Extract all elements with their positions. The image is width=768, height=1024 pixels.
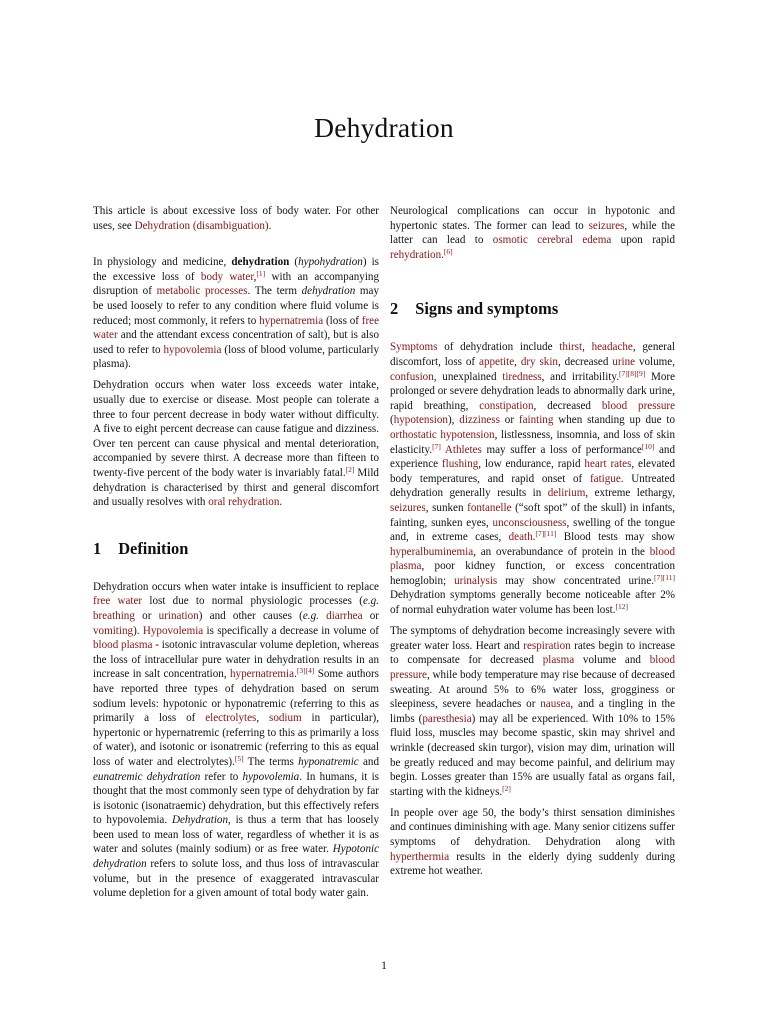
link-dizziness[interactable]: dizziness [459,414,500,427]
text: refers to solute loss, and thus loss of intravascular volume, but in the presence of exaggerated intravascular volume depletion for a given amount of total body water gain. [93,858,379,900]
citation[interactable]: [2] [345,465,355,474]
link-hyperalbuminemia[interactable]: hyperalbuminemia [390,545,474,558]
link-fainting[interactable]: fainting [518,414,554,427]
link-thirst[interactable]: thirst [559,341,583,354]
text: In physiology and medicine, [93,256,232,269]
text: (loss of [323,314,362,327]
link-heart-rates[interactable]: heart rates [584,458,632,471]
text: may show concentrated urine. [497,574,655,587]
link-nausea[interactable]: nausea [540,698,571,711]
text: The symptoms of dehydration become increasingly severe with greater water loss. Heart and [390,625,675,652]
severity-paragraph [390,624,675,799]
text: ). [133,624,143,637]
text: may suffer a loss of performance [481,443,642,456]
text: ) is the excessive loss of [93,256,379,283]
link-dehydration-disambiguation[interactable]: Dehydration (disambiguation) [134,219,269,232]
text: The terms [243,755,299,768]
intro-paragraph-2 [93,378,379,509]
term-hypohydration: hypohydration [298,256,363,269]
term-dehydration: dehydration [301,285,356,298]
abbr: e.g. [362,595,379,608]
text: , and a tingling in the limbs ( [390,698,675,725]
link-seizures[interactable]: seizures [588,219,625,232]
link-fatigue[interactable]: fatigue [589,472,621,485]
text: ) may all be experienced. With 10% to 15% fluid loss, muscles may become spastic, skin may shrivel and wrinkle (decreased skin turgor), vision may dim, urination will be greatly reduced and may become painful, and delirium may begin. Losses greater than 15% are usually fatal as organs fail, starting with the kidneys. [390,712,675,798]
citation[interactable]: [7][8][9] [618,368,646,378]
link-diarrhea[interactable]: diarrhea [326,609,363,622]
text: when standing up due to [553,414,675,427]
link-paresthesia[interactable]: paresthesia [422,712,472,725]
text: This article is about excessive loss of body water. For other uses, see [93,205,379,232]
text: Dehydration occurs when water loss exceeds water intake, usually due to exercise or disease. Most people can tolerate a three to four percent decrease in body water without difficulty. A five to eight percent decrease can cause fatigue and dizziness. Over ten percent can cause physical and mental deterioration, accompanied by severe thirst. A decrease more than fifteen to twenty-five percent of the body water is invariably fatal. [93,379,379,479]
section-number: 2 [390,299,399,319]
citation[interactable]: [7] [432,441,441,451]
term-hypotonic-dehydration: Hypotonic dehydration [93,843,379,871]
link-blood-pressure[interactable]: blood pressure [390,654,675,681]
elderly-paragraph [390,806,675,879]
text: , decreased [557,355,613,368]
link-body-water[interactable]: body water [200,270,254,283]
text: volume, [635,355,676,368]
section-heading-definition [93,539,379,559]
text: , swelling of the tongue and, in extreme cases, [390,516,675,544]
text: Neurological complications can occur in hypotonic and hypertonic states. The former can lead to [390,205,675,232]
section-title: Signs and symptoms [415,299,559,319]
link-hypovolemia[interactable]: Hypovolemia [142,624,204,637]
citation[interactable]: [2] [502,783,511,793]
text: In people over age 50, the body’s thirst sensation diminishes and continues diminishing with age. Many senior citizens suffer symptoms of dehydration. Dehydration along with [390,806,675,848]
link-urine[interactable]: urine [612,355,636,368]
link-confusion[interactable]: confusion [390,370,434,383]
neurological-paragraph [390,204,675,262]
citation[interactable]: [3][4] [296,666,315,676]
link-symptoms[interactable]: Symptoms [390,341,438,354]
text: of dehydration include [437,341,560,354]
link-orthostatic-hypotension[interactable]: orthostatic hypotension [390,428,495,441]
link-metabolic-processes[interactable]: metabolic processes [156,285,248,298]
text: refer to [200,770,243,783]
text: ), [447,414,460,427]
text: , and irritability. [541,370,619,383]
link-oral-rehydration[interactable]: oral rehydration [208,496,280,509]
link-blood-pressure[interactable]: blood pressure [601,399,676,412]
link-delirium[interactable]: delirium [547,487,586,500]
text: , listlessness, insomnia, and loss of skin elasticity. [390,428,675,456]
text: , poor kidney function, or excess concentration hemoglobin; [390,560,675,587]
link-vomiting[interactable]: vomiting [93,624,134,637]
text: ( [390,414,394,427]
link-blood-plasma[interactable]: blood plasma [390,545,675,573]
citation[interactable]: [5] [234,753,244,763]
citation[interactable]: [10] [641,441,655,451]
link-hypernatremia[interactable]: hypernatremia [259,314,324,327]
citation[interactable]: [6] [443,246,453,256]
section-number: 1 [93,538,102,558]
text: , decreased [533,399,602,412]
text: . [268,219,272,232]
link-free-water[interactable]: free water [93,595,143,608]
text: , unexplained [433,370,503,383]
text: , sunken [425,501,468,514]
link-dry-skin[interactable]: dry skin [520,355,558,368]
text: Mild dehydration is characterised by thirst and general discomfort and usually resolves with [93,467,379,509]
term-hypovolemia: hypovolemia [242,770,300,783]
text: or [499,414,519,427]
link-respiration[interactable]: respiration [523,639,571,652]
text: , is thus a term that has loosely been used to mean loss of water, regardless of whether it is as water and solutes (mainly sodium) or as free water. [93,814,380,856]
text: ) and other causes ( [198,609,303,622]
section-title: Definition [118,538,189,558]
text: More prolonged or severe dehydration leads to abnormally dark urine, rapid breathing, [390,370,675,412]
term-hyponatremic: hyponatremic [298,755,359,768]
link-free-water[interactable]: free water [93,314,379,342]
text: . The term [247,285,302,298]
term-eunatremic-dehydration: eunatremic dehydration [93,770,201,783]
link-fontanelle[interactable]: fontanelle [467,501,512,514]
text: , while body temperature may rise because of decreased sweating. At around 5% to 6% water loss, grogginess or sleepiness, severe headaches or [390,668,675,711]
text: , while the latter can lead to [390,219,675,247]
text: may be used loosely to refer to any condition where fluid volume is reduced; most commonly, it refers to [93,285,380,327]
text: and experience [390,443,676,471]
text: volume and [574,654,650,667]
text: , general discomfort, loss of [390,341,675,368]
text: (loss of blood volume, particularly plasma). [93,343,380,371]
citation[interactable]: [1] [256,268,266,278]
text: or [362,609,379,622]
text: , extreme lethargy, [585,487,675,500]
text: , an overabundance of protein in the [473,545,650,558]
left-column [93,204,379,907]
text: rates begin to increase to compensate for decreased [390,639,675,667]
term-dehydration: dehydration [231,256,290,269]
text: or [134,609,159,622]
text: , [514,355,521,368]
link-plasma[interactable]: plasma [542,654,575,667]
text: , low endurance, rapid [478,458,585,471]
intro-paragraph [93,255,379,372]
citation[interactable]: [12] [615,602,629,612]
link-athletes[interactable]: Athletes [444,443,482,456]
text: . [279,496,283,509]
page-number: 1 [381,960,387,972]
text: is specifically a decrease in volume of [203,624,379,637]
page-title: Dehydration [314,112,454,143]
text: in particular), hypertonic or hypernatremic (referring to this as primarily a loss of water), and isotonic or isonatremic (referring to this as equal loss of water and electrolytes). [93,712,380,768]
link-urination[interactable]: urination [158,609,199,622]
text: Some authors have reported three types of dehydration based on serum sodium levels: hypotonic or hyponatremic (referring to this as primarily a loss of [93,668,380,725]
link-constipation[interactable]: constipation [479,399,534,412]
link-rehydration[interactable]: rehydration [390,248,442,261]
link-urinalysis[interactable]: urinalysis [454,574,498,587]
link-unconsciousness[interactable]: unconsciousness [492,516,567,529]
abbr: e.g. [302,609,319,622]
link-flushing[interactable]: flushing [441,458,479,471]
text: results in the elderly dying suddenly during extreme hot weather. [390,850,675,878]
link-electrolytes[interactable]: electrolytes [205,712,257,725]
text: ( [289,256,299,269]
text: , elevated body temperatures, and rapid onset of [390,458,675,485]
link-headache[interactable]: headache [591,341,633,354]
link-hypernatremia[interactable]: hypernatremia [229,668,295,681]
text: Dehydration occurs when water intake is insufficient to replace [93,580,379,593]
term-dehydration: Dehydration [171,814,229,827]
text: . [294,668,297,681]
text: , [256,712,269,725]
text: . Untreated dehydration generally results in [390,472,675,500]
link-appetite[interactable]: appetite [479,355,515,368]
citation[interactable]: [7][11] [654,572,675,582]
link-tiredness[interactable]: tiredness [502,370,542,383]
citation[interactable]: [7][11] [535,529,557,539]
link-osmotic-cerebral-edema[interactable]: osmotic cerebral edema [492,234,612,247]
text: . [441,248,444,261]
right-column [390,204,675,885]
text: Blood tests may show [556,531,676,544]
link-death[interactable]: death [508,531,533,544]
hatnote [93,204,379,233]
text: upon rapid [611,234,676,247]
link-blood-plasma[interactable]: blood plasma [93,639,153,652]
text: and [358,755,379,768]
text: Dehydration symptoms generally become noticeable after 2% of normal euhydration water volume has been lost. [390,589,675,617]
link-seizures[interactable]: seizures [390,501,426,514]
text: with an accompanying disruption of [93,270,380,298]
text: and the attendant excess concentration of salt), but is also used to refer to [93,329,379,356]
link-sodium[interactable]: sodium [269,712,302,725]
text: , [253,270,257,283]
text: - isotonic intravascular volume depletion, whereas the loss of intracellular pure water in dehydration results in an increase in salt concentration, [93,639,379,681]
section-heading-signs-and-symptoms [390,299,675,319]
text: , [582,341,592,354]
text: . In humans, it is thought that the most commonly seen type of dehydration by far is isotonic (isonatraemic) dehydration, but this effectively refers to hypovolemia. [93,770,379,827]
link-breathing[interactable]: breathing [93,609,135,622]
link-hypovolemia[interactable]: hypovolemia [163,343,222,356]
link-hyperthermia[interactable]: hyperthermia [390,850,450,863]
text: . [532,531,536,544]
link-hypotension[interactable]: hypotension [393,414,448,427]
symptoms-paragraph [390,340,675,617]
text: (“soft spot” of the skull) in infants, fainting, sunken eyes, [390,501,675,529]
definition-paragraph [93,580,379,901]
text: lost due to normal physiologic processes ( [142,595,363,608]
